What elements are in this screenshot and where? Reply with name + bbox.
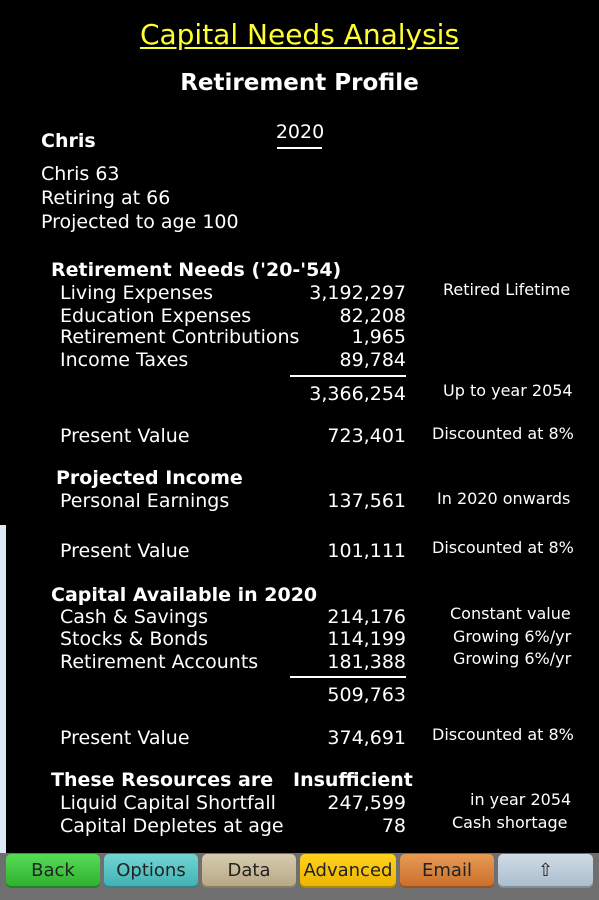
- needs-row-note: Retired Lifetime: [443, 280, 571, 299]
- data-button[interactable]: Data: [202, 854, 296, 888]
- side-strip: [0, 525, 6, 853]
- income-pv-label: Present Value: [60, 540, 190, 562]
- capital-row-value: 114,199: [327, 628, 406, 650]
- needs-row-label: Living Expenses: [60, 282, 214, 304]
- capital-row-label: Cash & Savings: [60, 606, 208, 628]
- needs-heading: Retirement Needs ('20-'54): [51, 259, 342, 281]
- retirement-age: Retiring at 66: [41, 187, 171, 209]
- report-subtitle: Retirement Profile: [180, 70, 419, 96]
- year-underline: [277, 147, 322, 149]
- needs-row-value: 89,784: [339, 349, 406, 371]
- back-button[interactable]: Back: [6, 854, 100, 888]
- resources-heading: These Resources are: [51, 769, 274, 791]
- needs-total-value: 3,366,254: [309, 383, 406, 405]
- capital-pv-note: Discounted at 8%: [432, 725, 574, 744]
- income-pv-note: Discounted at 8%: [432, 538, 574, 557]
- report-year: 2020: [275, 121, 325, 143]
- capital-pv-value: 374,691: [327, 727, 406, 749]
- up-arrow-icon: ⇧: [537, 860, 554, 881]
- needs-row-value: 82,208: [339, 305, 406, 327]
- resources-row-label: Liquid Capital Shortfall: [60, 792, 276, 814]
- page-title: Capital Needs Analysis: [139, 18, 460, 51]
- needs-row-value: 1,965: [351, 326, 406, 348]
- income-row-note: In 2020 onwards: [437, 489, 571, 508]
- needs-row-label: Education Expenses: [60, 305, 252, 327]
- needs-pv-value: 723,401: [327, 425, 406, 447]
- resources-row-label: Capital Depletes at age: [60, 815, 284, 837]
- button-bar: [0, 853, 599, 900]
- email-button[interactable]: Email: [400, 854, 494, 888]
- needs-pv-note: Discounted at 8%: [432, 424, 574, 443]
- resources-row-note: Cash shortage: [452, 813, 568, 832]
- capital-row-label: Stocks & Bonds: [60, 628, 209, 650]
- client-name: Chris: [41, 130, 96, 152]
- needs-row-label: Retirement Contributions: [60, 326, 300, 348]
- needs-row-value: 3,192,297: [309, 282, 406, 304]
- income-pv-value: 101,111: [327, 540, 406, 562]
- income-row-label: Personal Earnings: [60, 490, 230, 512]
- resources-row-value: 247,599: [327, 792, 406, 814]
- capital-heading: Capital Available in 2020: [51, 584, 318, 606]
- resources-row-value: 78: [381, 815, 406, 837]
- capital-row-value: 181,388: [327, 651, 406, 673]
- projection-age: Projected to age 100: [41, 211, 239, 233]
- needs-pv-label: Present Value: [60, 425, 190, 447]
- capital-row-note: Growing 6%/yr: [453, 649, 572, 668]
- resources-row-note: in year 2054: [470, 790, 572, 809]
- income-heading: Projected Income: [56, 467, 243, 489]
- resources-status: Insufficient: [293, 769, 413, 791]
- capital-total-divider: [290, 676, 406, 678]
- advanced-button[interactable]: Advanced: [300, 854, 396, 888]
- needs-total-note: Up to year 2054: [443, 381, 573, 400]
- capital-pv-label: Present Value: [60, 727, 190, 749]
- options-button[interactable]: Options: [104, 854, 198, 888]
- capital-row-value: 214,176: [327, 606, 406, 628]
- capital-row-note: Growing 6%/yr: [453, 627, 572, 646]
- needs-row-label: Income Taxes: [60, 349, 189, 371]
- capital-row-note: Constant value: [450, 604, 571, 623]
- needs-total-divider: [290, 375, 406, 377]
- capital-total-value: 509,763: [327, 684, 406, 706]
- income-row-value: 137,561: [327, 490, 406, 512]
- capital-row-label: Retirement Accounts: [60, 651, 259, 673]
- scroll-up-button[interactable]: [498, 854, 593, 888]
- client-age: Chris 63: [41, 163, 120, 185]
